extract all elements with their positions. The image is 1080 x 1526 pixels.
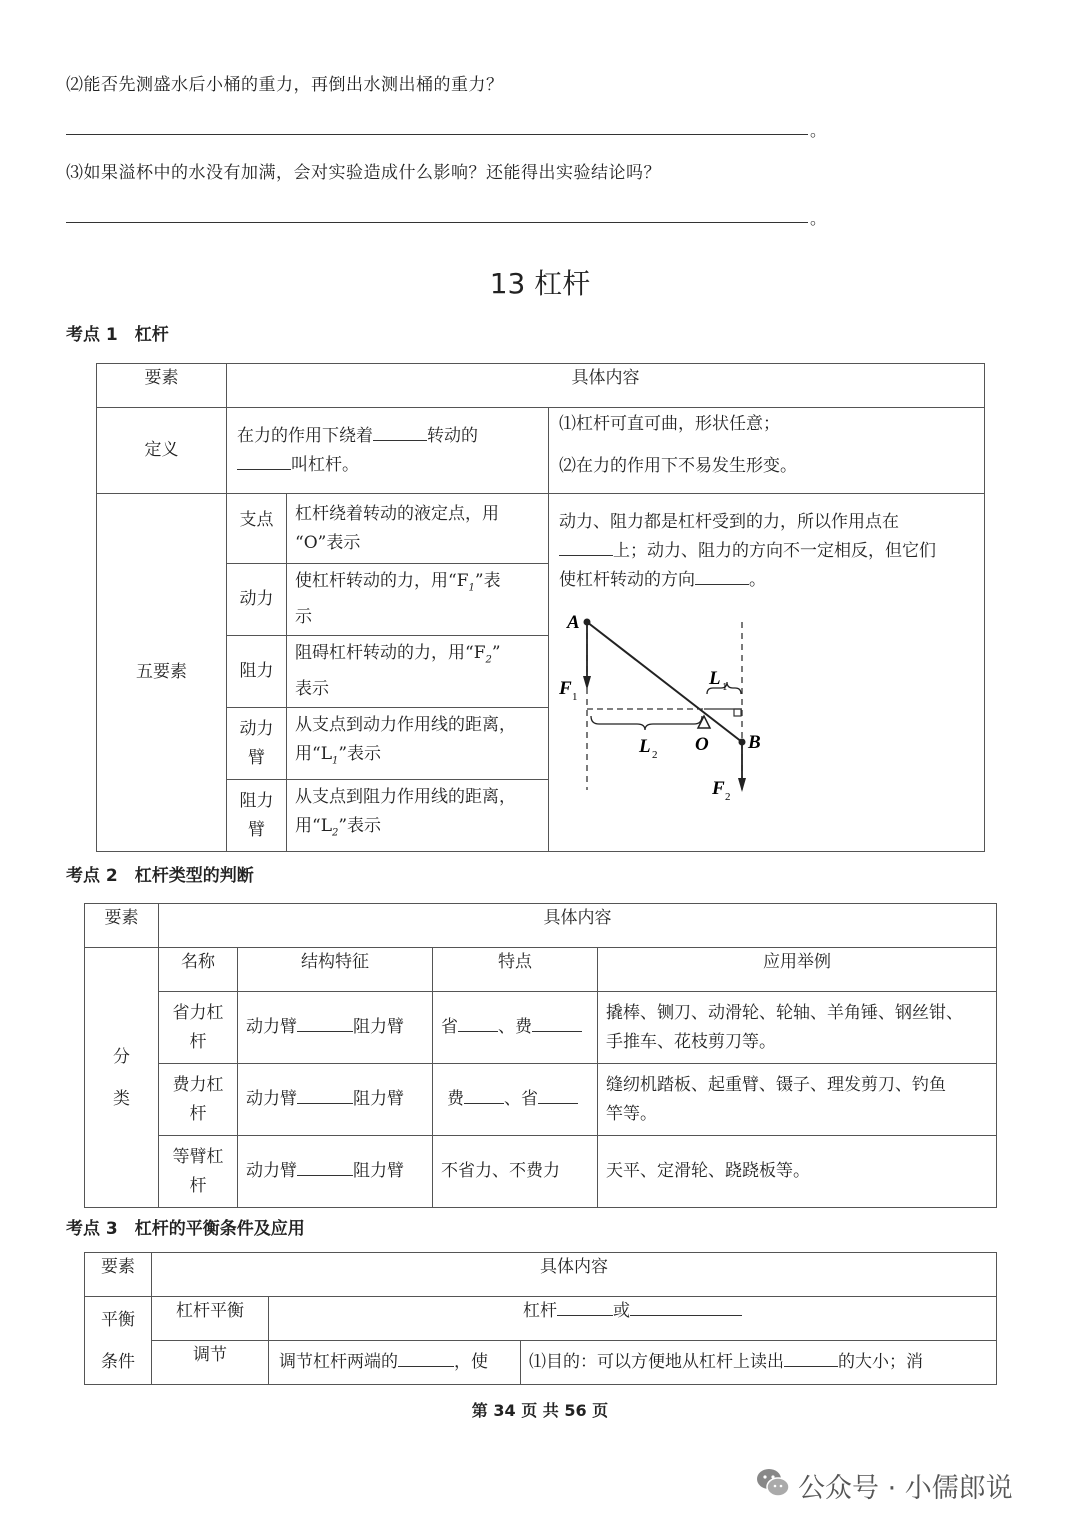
element-name: 阻力 臂 xyxy=(227,780,287,852)
header-content: 具体内容 xyxy=(159,904,997,948)
element-desc: 从支点到阻力作用线的距离， 用“$L_2$”表示 xyxy=(287,780,549,852)
l2-brace xyxy=(591,716,702,730)
definition-label: 定义 xyxy=(97,408,227,494)
lever-diagram xyxy=(549,612,789,802)
label-b: B xyxy=(748,732,761,753)
element-desc: 杠杆绕着转动的液定点，用 “O”表示 xyxy=(287,494,549,564)
header-elements: 要素 xyxy=(85,904,159,948)
col-structure: 结构特征 xyxy=(238,948,433,992)
element-name: 动力 臂 xyxy=(227,708,287,780)
element-name: 阻力 xyxy=(227,636,287,708)
label-l2: L xyxy=(639,736,651,757)
definition-text: 在力的作用下绕着 转动的 叫杠杆。 xyxy=(227,408,549,494)
five-elements-note: 动力、阻力都是杠杆受到的力，所以作用点在 上；动力、阻力的方向不一定相反，但它们 使杠杆转动的方向 。 A F 1 L 1 L 2 O B F 2 xyxy=(549,494,985,852)
element-desc: 从支点到动力作用线的距离， 用“$L_1$”表示 xyxy=(287,708,549,780)
label-l1: L xyxy=(709,668,721,689)
kp3-table xyxy=(84,1252,997,1385)
lever-example: 缝纫机踏板、起重臂、镊子、理发剪刀、钓鱼 竿等。 xyxy=(598,1064,997,1136)
lever-name: 等臂杠 杆 xyxy=(159,1136,238,1208)
label-f2-sub: 2 xyxy=(725,791,731,802)
wechat-icon xyxy=(754,1464,792,1502)
kp2-heading: 考点 2 杠杆类型的判断 xyxy=(66,866,254,886)
kp1-heading: 考点 1 杠杆 xyxy=(66,325,169,345)
watermark-text: 公众号 · 小儒郎说 xyxy=(798,1473,1013,1504)
lever-feature: 省 、费 xyxy=(433,992,598,1064)
element-desc: 阻碍杠杆转动的力，用“$F_2$” 表示 xyxy=(287,636,549,708)
category-label: 分 类 xyxy=(85,948,159,1208)
col-name: 名称 xyxy=(159,948,238,992)
element-desc: 使杠杆转动的力，用“$F_1$”表 示 xyxy=(287,564,549,636)
question-3: ⑶如果溢杯中的水没有加满，会对实验造成什么影响？还能得出实验结论吗？ xyxy=(66,163,661,183)
lever-name: 费力杠 杆 xyxy=(159,1064,238,1136)
balance-label: 平衡 条件 xyxy=(85,1297,152,1385)
section-title: 13 杠杆 xyxy=(489,267,591,300)
header-elements: 要素 xyxy=(97,364,227,408)
lever-name: 省力杠 杆 xyxy=(159,992,238,1064)
lever-structure: 动力臂 阻力臂 xyxy=(238,1064,433,1136)
adjust-purpose: ⑴目的：可以方便地从杠杆上读出 的大小；消 xyxy=(521,1341,997,1385)
definition-notes: ⑴杠杆可直可曲，形状任意； ⑵在力的作用下不易发生形变。 xyxy=(549,408,985,494)
header-content: 具体内容 xyxy=(227,364,985,408)
f2-arrowhead xyxy=(738,778,746,792)
col-example: 应用举例 xyxy=(598,948,997,992)
label-l2-sub: 2 xyxy=(652,749,658,761)
adjust-text: 调节杠杆两端的 ，使 xyxy=(269,1341,521,1385)
label-o: O xyxy=(695,734,709,755)
label-f1: F xyxy=(559,678,572,699)
question-2: ⑵能否先测盛水后小桶的重力，再倒出水测出桶的重力？ xyxy=(66,75,504,95)
answer-line xyxy=(66,134,808,135)
page-footer: 第 34 页 共 56 页 xyxy=(471,1401,609,1420)
answer-line xyxy=(66,222,808,223)
balance-formula: 杠杆 或 xyxy=(269,1297,997,1341)
lever-structure: 动力臂 阻力臂 xyxy=(238,992,433,1064)
label-l1-sub: 1 xyxy=(722,681,728,693)
period: 。 xyxy=(810,209,827,228)
five-elements-label: 五要素 xyxy=(97,494,227,852)
balance-row-label: 杠杆平衡 xyxy=(152,1297,269,1341)
period: 。 xyxy=(810,121,827,140)
kp1-table xyxy=(96,363,985,852)
col-feature: 特点 xyxy=(433,948,598,992)
lever-structure: 动力臂 阻力臂 xyxy=(238,1136,433,1208)
label-f1-sub: 1 xyxy=(572,691,578,703)
lever-example: 天平、定滑轮、跷跷板等。 xyxy=(598,1136,997,1208)
adjust-label: 调节 xyxy=(152,1341,269,1385)
header-elements: 要素 xyxy=(85,1253,152,1297)
kp3-heading: 考点 3 杠杆的平衡条件及应用 xyxy=(66,1219,305,1239)
label-a: A xyxy=(567,612,580,633)
label-f2: F xyxy=(712,778,725,799)
right-angle-mark xyxy=(734,709,741,716)
lever-example: 撬棒、铡刀、动滑轮、轮轴、羊角锤、钢丝钳、 手推车、花枝剪刀等。 xyxy=(598,992,997,1064)
lever-feature: 不省力、不费力 xyxy=(433,1136,598,1208)
element-name: 支点 xyxy=(227,494,287,564)
kp2-table xyxy=(84,903,997,1208)
element-name: 动力 xyxy=(227,564,287,636)
lever-feature: 费 、省 xyxy=(433,1064,598,1136)
header-content: 具体内容 xyxy=(152,1253,997,1297)
f1-arrowhead xyxy=(583,676,591,690)
